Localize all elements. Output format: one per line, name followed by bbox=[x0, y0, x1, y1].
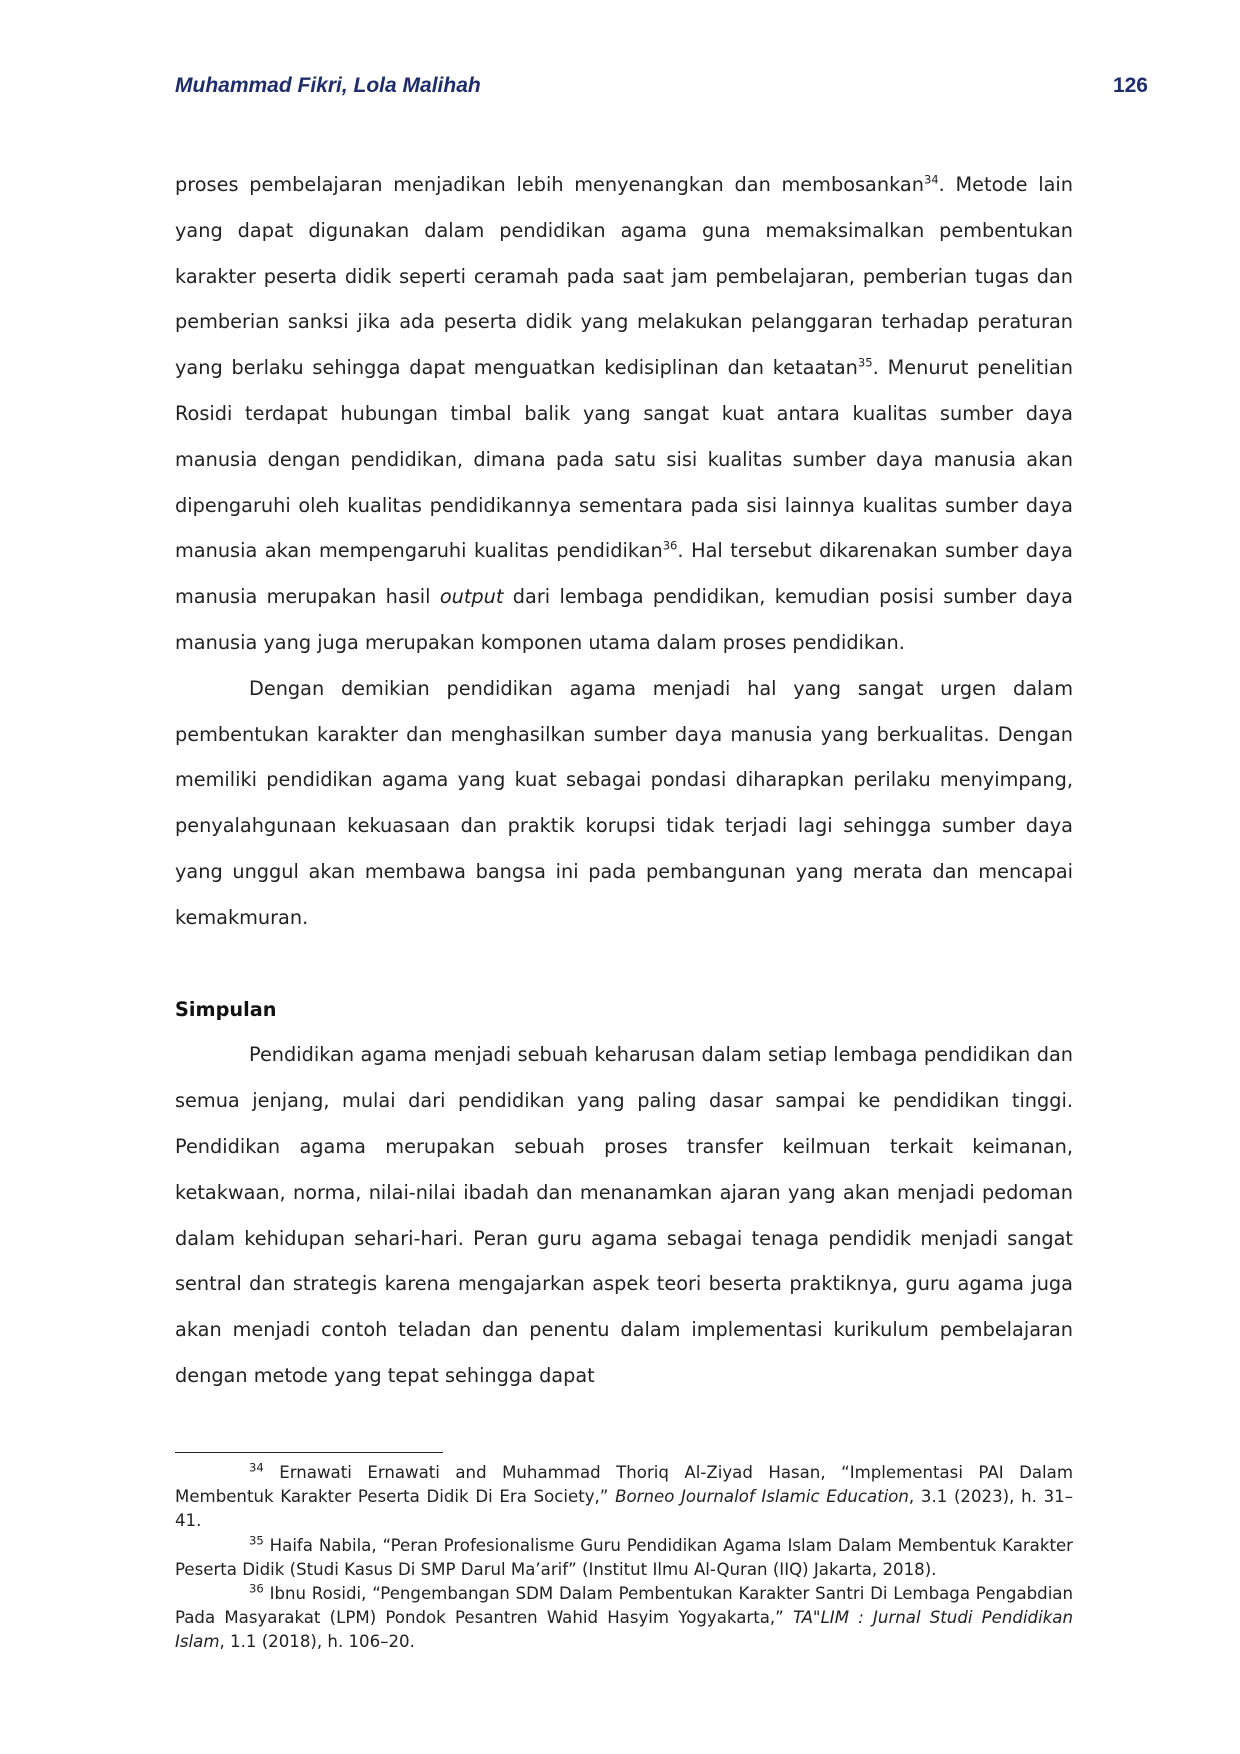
paragraph-1-text-e: dari lembaga pendidikan, kemudian posisi sumber daya manusia yang juga merupakan komponen utama dalam proses pendidikan. bbox=[175, 585, 1073, 654]
footnote-36 bbox=[175, 1582, 1073, 1655]
footnote-ref-36[interactable]: 36 bbox=[662, 538, 678, 553]
paragraph-1-text-c: . Menurut penelitian Rosidi terdapat hubungan timbal balik yang sangat kuat antara kualitas sumber daya manusia dengan pendidikan, dimana pada satu sisi kualitas sumber daya manusia akan dipengaruhi oleh kualitas pendidikannya sementara pada sisi lainnya kualitas sumber daya manusia akan mempengaruhi kualitas pendidikan bbox=[175, 356, 1073, 563]
footnote-ref-35[interactable]: 35 bbox=[857, 355, 873, 370]
paragraph-1 bbox=[175, 162, 1073, 666]
footnote-separator bbox=[175, 1452, 443, 1453]
footnote-number: 36 bbox=[249, 1581, 264, 1596]
page-number: 126 bbox=[1112, 74, 1148, 97]
footnote-journal-title: Borneo Journalof Islamic Education bbox=[615, 1487, 909, 1507]
paragraph-1-text-a: proses pembelajaran menjadikan lebih menyenangkan dan membosankan bbox=[175, 173, 924, 196]
footnote-journal-title: TA"LIM : Jurnal Studi Pendidikan Islam bbox=[175, 1608, 1073, 1652]
footnote-ref-34[interactable]: 34 bbox=[923, 172, 939, 187]
running-header-authors: Muhammad Fikri, Lola Malihah bbox=[175, 74, 481, 97]
paragraph-3: Pendidikan agama menjadi sebuah keharusan dalam setiap lembaga pendidikan dan semua jenjang, mulai dari pendidikan yang paling dasar sampai ke pendidikan tinggi. Pendidikan agama merupakan sebuah proses transfer keilmuan terkait keimanan, ketakwaan, norma, nilai-nilai ibadah dan menanamkan ajaran yang akan menjadi pedoman dalam kehidupan sehari-hari. Peran guru agama sebagai tenaga pendidik menjadi sangat sentral dan strategis karena mengajarkan aspek teori beserta praktiknya, guru agama juga akan menjadi contoh teladan dan penentu dalam implementasi kurikulum pembelajaran dengan metode yang tepat sehingga dapat bbox=[175, 1043, 1073, 1387]
footnote-number: 35 bbox=[249, 1533, 264, 1548]
paragraph-2: Dengan demikian pendidikan agama menjadi hal yang sangat urgen dalam pembentukan karakter dan menghasilkan sumber daya manusia yang berkualitas. Dengan memiliki pendidikan agama yang kuat sebagai pondasi diharapkan perilaku menyimpang, penyalahgunaan kekuasaan dan praktik korupsi tidak terjadi lagi sehingga sumber daya yang unggul akan membawa bangsa ini pada pembangunan yang merata dan mencapai kemakmuran. bbox=[175, 676, 1073, 929]
footnote-34 bbox=[175, 1461, 1073, 1534]
footnote-35 bbox=[175, 1534, 1073, 1582]
footnote-text: Ibnu Rosidi, “Pengembangan SDM Dalam Pembentukan Karakter Santri Di Lembaga Pengabdian Pada Masyarakat (LPM) Pondok Pesantren Wahid Hasyim Yogyakarta,” bbox=[175, 1584, 1073, 1628]
paragraph-1-text-b: . Metode lain yang dapat digunakan dalam pendidikan agama guna memaksimalkan pembentukan karakter peserta didik seperti ceramah pada saat jam pembelajaran, pemberian tugas dan pemberian sanksi jika ada peserta didik yang melakukan pelanggaran terhadap peraturan yang berlaku sehingga dapat menguatkan kedisiplinan dan ketaatan bbox=[175, 173, 1073, 380]
body-text bbox=[175, 162, 1073, 1399]
footnote-text: Ernawati Ernawati and Muhammad Thoriq Al-Ziyad Hasan, “Implementasi PAI Dalam Membentuk Karakter Peserta Didik Di Era Society,” bbox=[175, 1463, 1073, 1507]
footnote-number: 34 bbox=[249, 1460, 264, 1475]
paragraph-1-text-d: . Hal tersebut dikarenakan sumber daya manusia merupakan hasil bbox=[175, 539, 1073, 609]
footnotes bbox=[175, 1461, 1073, 1655]
footnote-text-tail: , 3.1 (2023), h. 31–41. bbox=[175, 1487, 1073, 1531]
footnote-text: Haifa Nabila, “Peran Profesionalisme Guru Pendidikan Agama Islam Dalam Membentuk Karakter Peserta Didik (Studi Kasus Di SMP Darul Ma’arif” (Institut Ilmu Al-Quran (IIQ) Jakarta, 2018). bbox=[175, 1535, 1073, 1579]
paragraph-1-italic-term: output bbox=[439, 585, 504, 609]
footnote-text-tail: , 1.1 (2018), h. 106–20. bbox=[219, 1632, 415, 1652]
section-heading-simpulan: Simpulan bbox=[175, 997, 277, 1021]
